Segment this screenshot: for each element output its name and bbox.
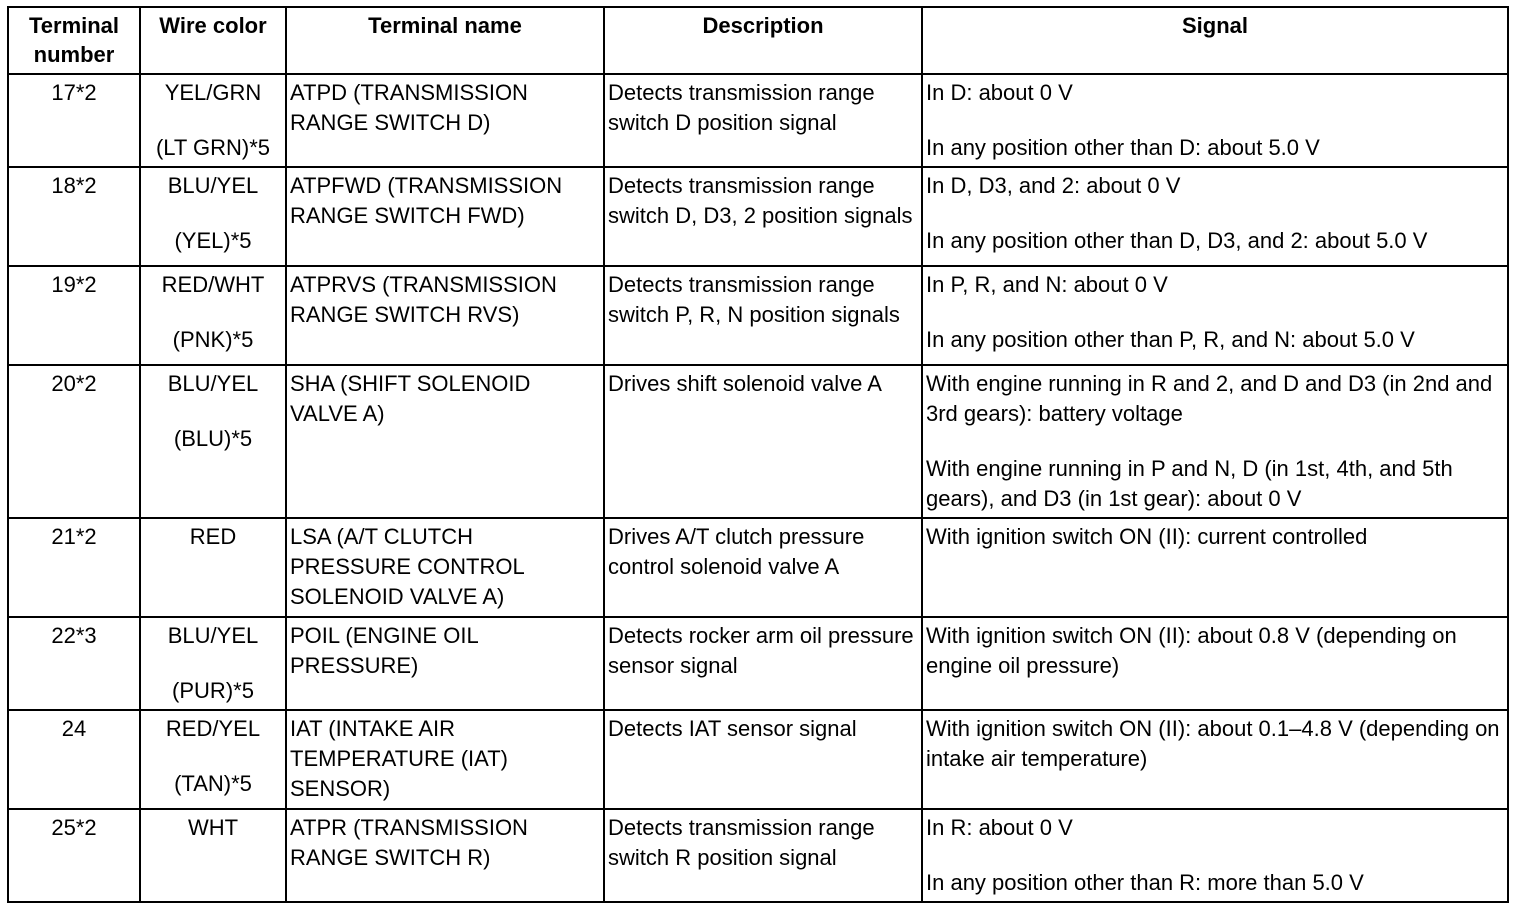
signal-line: With ignition switch ON (II): about 0.8 V (depending on engine oil pressure) [926,623,1457,678]
terminal-number-cell: 18*2 [8,167,140,266]
table-row [8,710,1508,809]
terminal-number-cell: 25*2 [8,809,140,902]
description-cell: Detects transmission range switch R position signal [604,809,922,902]
description-cell: Detects transmission range switch D position signal [604,74,922,167]
terminal-name-cell: LSA (A/T CLUTCH PRESSURE CONTROL SOLENOID VALVE A) [286,518,604,617]
signal-line: With engine running in P and N, D (in 1st, 4th, and 5th gears), and D3 (in 1st gear): about 0 V [926,456,1453,511]
wire-color-alt: (LT GRN)*5 [155,135,271,160]
header-terminal-name: Terminal name [286,7,604,74]
wire-color-alt: (PUR)*5 [172,678,254,703]
terminal-number-cell: 20*2 [8,365,140,518]
terminal-name-cell: POIL (ENGINE OIL PRESSURE) [286,617,604,710]
header-terminal-number: Terminal number [8,7,140,74]
wire-color-cell [140,266,286,365]
description-cell: Drives shift solenoid valve A [604,365,922,518]
signal-line: In any position other than D: about 5.0 V [926,135,1320,160]
signal-cell [922,365,1508,518]
terminal-name-cell: ATPD (TRANSMISSION RANGE SWITCH D) [286,74,604,167]
terminal-number-cell: 21*2 [8,518,140,617]
table-header-row [8,7,1508,74]
signal-cell [922,809,1508,902]
terminal-number-cell: 22*3 [8,617,140,710]
wire-color-cell [140,167,286,266]
wire-color-cell [140,518,286,617]
wire-color-alt: (TAN)*5 [174,771,252,796]
terminal-number-cell: 24 [8,710,140,809]
signal-line: In any position other than D, D3, and 2: about 5.0 V [926,228,1428,253]
terminal-name-cell: SHA (SHIFT SOLENOID VALVE A) [286,365,604,518]
wire-color: BLU/YEL [167,623,259,648]
wire-color-alt: (PNK)*5 [172,327,254,352]
signal-cell [922,74,1508,167]
wire-color-cell [140,617,286,710]
signal-cell [922,167,1508,266]
terminal-number-cell: 17*2 [8,74,140,167]
wire-color-alt: (YEL)*5 [174,228,252,253]
signal-cell [922,518,1508,617]
table-row [8,365,1508,518]
terminal-name-cell: ATPRVS (TRANSMISSION RANGE SWITCH RVS) [286,266,604,365]
wire-color: RED [189,524,237,549]
wire-color: WHT [187,815,239,840]
wire-color: RED/WHT [161,272,265,297]
signal-line: In R: about 0 V [926,815,1073,840]
table-row [8,266,1508,365]
header-wire-color: Wire color [140,7,286,74]
description-cell: Detects transmission range switch P, R, N position signals [604,266,922,365]
wire-color-alt: (BLU)*5 [173,426,253,451]
description-cell: Drives A/T clutch pressure control solenoid valve A [604,518,922,617]
signal-line: In any position other than P, R, and N: about 5.0 V [926,327,1415,352]
terminal-name-cell: ATPR (TRANSMISSION RANGE SWITCH R) [286,809,604,902]
table-row [8,74,1508,167]
signal-cell [922,710,1508,809]
wire-color-cell [140,809,286,902]
terminal-name-cell: IAT (INTAKE AIR TEMPERATURE (IAT) SENSOR) [286,710,604,809]
signal-cell [922,617,1508,710]
wire-color: YEL/GRN [164,80,262,105]
table-row [8,809,1508,902]
signal-line: In any position other than R: more than 5.0 V [926,870,1364,895]
wire-color-cell [140,74,286,167]
description-cell: Detects IAT sensor signal [604,710,922,809]
wire-color: BLU/YEL [167,173,259,198]
signal-line: With ignition switch ON (II): current controlled [926,524,1368,549]
table-row [8,518,1508,617]
description-cell: Detects rocker arm oil pressure sensor signal [604,617,922,710]
wire-color-cell [140,710,286,809]
terminal-table [7,6,1509,903]
signal-line: With engine running in R and 2, and D and D3 (in 2nd and 3rd gears): battery voltage [926,371,1493,426]
terminal-number-cell: 19*2 [8,266,140,365]
table-row [8,617,1508,710]
wire-color: BLU/YEL [167,371,259,396]
header-signal: Signal [922,7,1508,74]
wire-color: RED/YEL [165,716,261,741]
wire-color-cell [140,365,286,518]
signal-line: With ignition switch ON (II): about 0.1–4.8 V (depending on intake air temperature) [926,716,1500,771]
header-description: Description [604,7,922,74]
description-cell: Detects transmission range switch D, D3, 2 position signals [604,167,922,266]
terminal-name-cell: ATPFWD (TRANSMISSION RANGE SWITCH FWD) [286,167,604,266]
signal-line: In D, D3, and 2: about 0 V [926,173,1181,198]
table-row [8,167,1508,266]
signal-cell [922,266,1508,365]
signal-line: In P, R, and N: about 0 V [926,272,1168,297]
signal-line: In D: about 0 V [926,80,1073,105]
